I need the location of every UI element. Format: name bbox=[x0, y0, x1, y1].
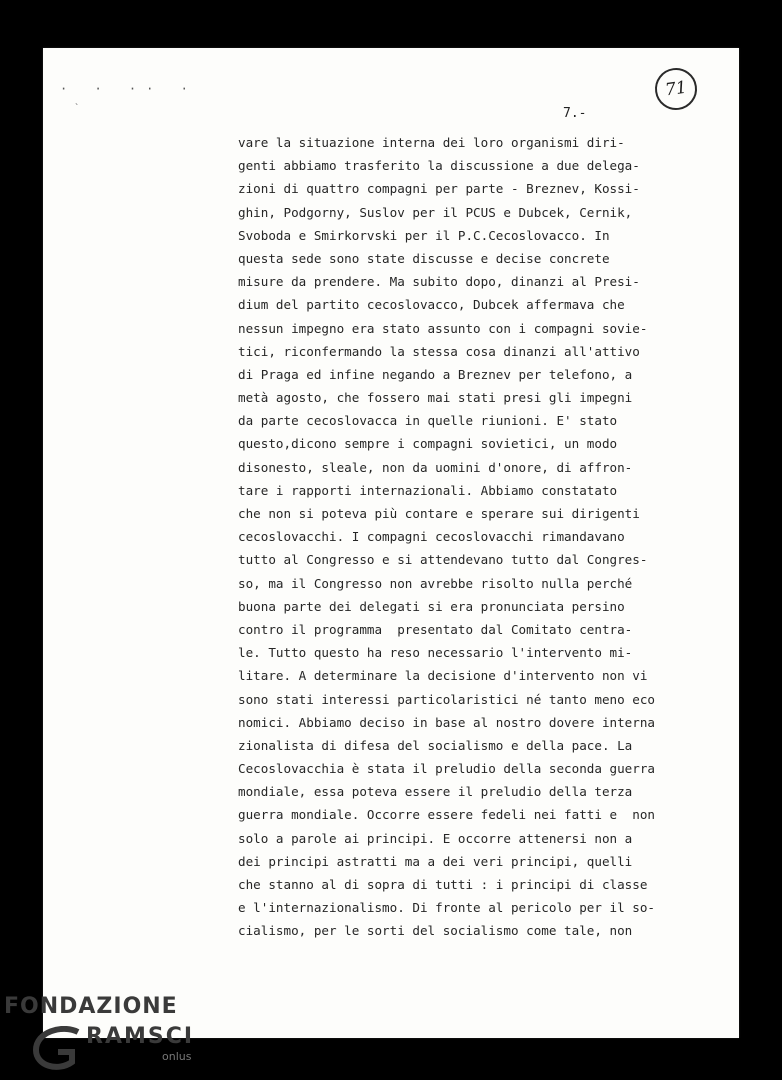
text-line: dium del partito cecoslovacco, Dubcek affermava che bbox=[238, 297, 625, 313]
text-line: zionalista di difesa del socialismo e della pace. La bbox=[238, 737, 633, 753]
text-line: litare. A determinare la decisione d'intervento non vi bbox=[238, 668, 648, 684]
text-line: disonesto, sleale, non da uomini d'onore, di affron- bbox=[238, 459, 633, 475]
paper-specks: · · ·· · bbox=[60, 82, 198, 96]
text-line: contro il programma presentato dal Comitato centra- bbox=[238, 621, 633, 637]
text-line: so, ma il Congresso non avrebbe risolto nulla perché bbox=[238, 575, 633, 591]
text-line: tici, riconfermando la stessa cosa dinanzi all'attivo bbox=[238, 343, 640, 359]
text-line: e l'internazionalismo. Di fronte al pericolo per il so- bbox=[238, 900, 656, 916]
text-line: che stanno al di sopra di tutti : i principi di classe bbox=[238, 877, 648, 892]
text-line: metà agosto, che fossero mai stati presi gli impegni bbox=[238, 390, 633, 406]
text-line: vare la situazione interna dei loro organismi diri- bbox=[238, 135, 625, 150]
text-line: cialismo, per le sorti del socialismo come tale, non bbox=[238, 923, 633, 939]
text-line: le. Tutto questo ha reso necessario l'intervento mi- bbox=[238, 645, 633, 661]
text-line: solo a parole ai principi. E occorre attenersi non a bbox=[238, 830, 633, 846]
folio-mark: 71 bbox=[652, 65, 699, 112]
text-line: di Praga ed infine negando a Breznev per telefono, a bbox=[238, 366, 633, 382]
paper-speck: ` bbox=[74, 103, 81, 114]
fondazione-gramsci-logo bbox=[4, 992, 204, 1076]
text-line: che non si poteva più contare e sperare sui dirigenti bbox=[238, 506, 640, 521]
text-line: tutto al Congresso e si attendevano tutto dal Congres- bbox=[238, 552, 648, 568]
text-line: questo,dicono sempre i compagni sovietici, un modo bbox=[238, 436, 618, 452]
text-line: sono stati interessi particolaristici né tanto meno eco bbox=[238, 691, 656, 707]
text-line: misure da prendere. Ma subito dopo, dinanzi al Presi- bbox=[238, 274, 640, 290]
logo-line-fondazione: FONDAZIONE bbox=[4, 994, 178, 1019]
text-line: Svoboda e Smirkorvski per il P.C.Cecoslovacco. In bbox=[238, 227, 610, 243]
g-swoosh-icon bbox=[32, 1026, 86, 1072]
text-line: dei principi astratti ma a dei veri principi, quelli bbox=[238, 853, 633, 869]
page-number: 7.- bbox=[563, 106, 587, 121]
text-line: questa sede sono state discusse e decise concrete bbox=[238, 250, 610, 266]
text-line: nessun impegno era stato assunto con i compagni sovie- bbox=[238, 320, 648, 336]
text-line: guerra mondiale. Occorre essere fedeli nei fatti e non bbox=[238, 807, 656, 823]
text-line: buona parte dei delegati si era pronunciata persino bbox=[238, 598, 625, 614]
typed-body-text bbox=[238, 131, 678, 943]
text-line: zioni di quattro compagni per parte - Breznev, Kossi- bbox=[238, 181, 640, 197]
logo-onlus: onlus bbox=[162, 1050, 192, 1063]
logo-line-ramsci: RAMSCI bbox=[86, 1024, 195, 1049]
text-line: mondiale, essa poteva essere il preludio della terza bbox=[238, 784, 633, 800]
text-line: cecoslovacchi. I compagni cecoslovacchi rimandavano bbox=[238, 529, 625, 545]
text-line: nomici. Abbiamo deciso in base al nostro dovere interna bbox=[238, 714, 656, 730]
text-line: tare i rapporti internazionali. Abbiamo constatato bbox=[238, 482, 618, 498]
text-line: genti abbiamo trasferito la discussione a due delega- bbox=[238, 158, 640, 174]
text-line: da parte cecoslovacca in quelle riunioni. E' stato bbox=[238, 413, 618, 429]
text-line: ghin, Podgorny, Suslov per il PCUS e Dubcek, Cernik, bbox=[238, 204, 633, 220]
text-line: Cecoslovacchia è stata il preludio della seconda guerra bbox=[238, 761, 656, 777]
